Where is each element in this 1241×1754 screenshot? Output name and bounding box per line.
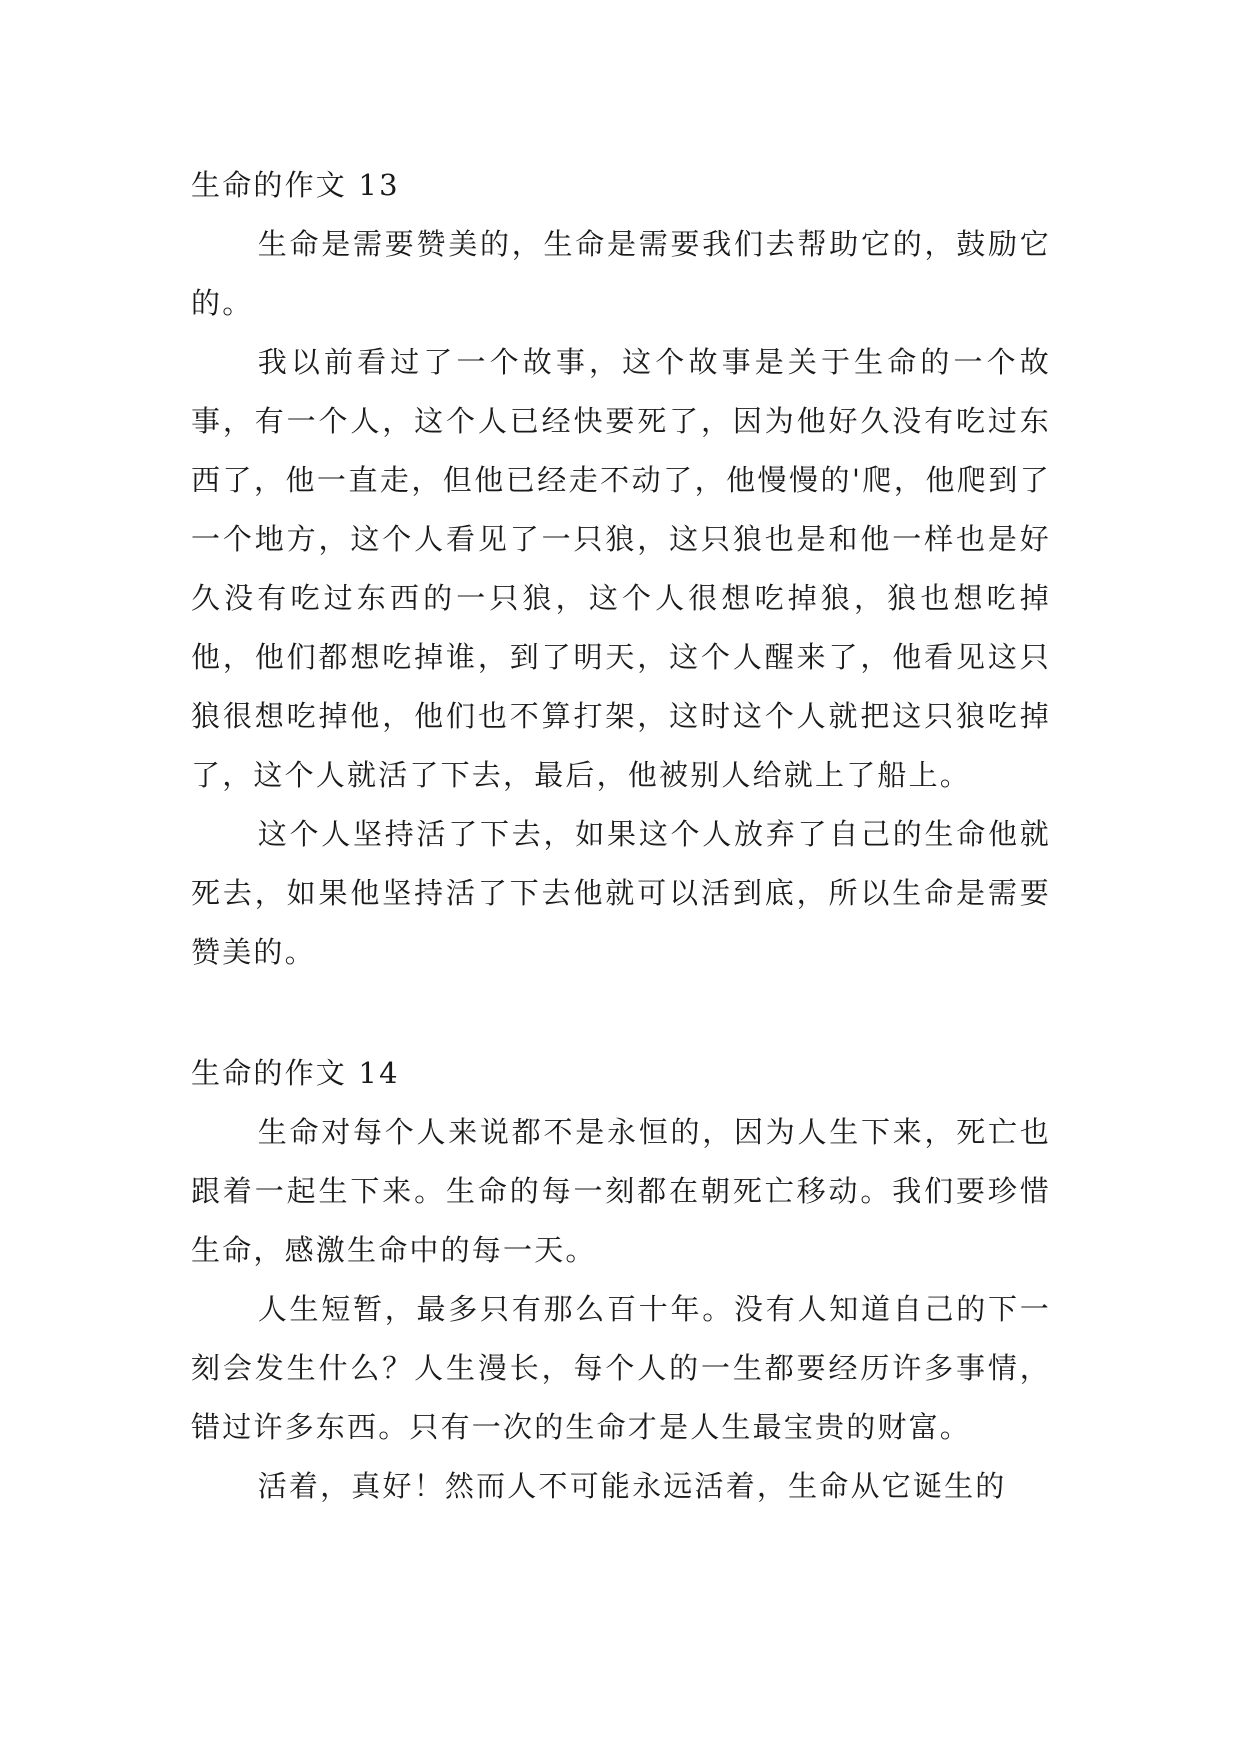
paragraph: 生命对每个人来说都不是永恒的，因为人生下来，死亡也跟着一起生下来。生命的每一刻都在朝死亡移动。我们要珍惜生命，感激生命中的每一天。 <box>191 1115 1051 1267</box>
essay-title: 生命的作文 14 <box>191 1056 400 1090</box>
document-body <box>191 156 1051 1516</box>
paragraph: 这个人坚持活了下去，如果这个人放弃了自己的生命他就死去，如果他坚持活了下去他就可以活到底，所以生命是需要赞美的。 <box>191 817 1051 969</box>
paragraph: 我以前看过了一个故事，这个故事是关于生命的一个故事，有一个人，这个人已经快要死了，因为他好久没有吃过东西了，他一直走，但他已经走不动了，他慢慢的'爬，他爬到了一个地方，这个人看见了一只狼，这只狼也是和他一样也是好久没有吃过东西的一只狼，这个人很想吃掉狼，狼也想吃掉他，他们都想吃掉谁，到了明天，这个人醒来了，他看见这只狼很想吃掉他，他们也不算打架，这时这个人就把这只狼吃掉了，这个人就活了下去，最后，他被别人给就上了船上。 <box>191 345 1051 792</box>
paragraph: 活着，真好！然而人不可能永远活着，生命从它诞生的 <box>257 1469 1007 1503</box>
essay-13 <box>191 156 1051 982</box>
paragraph: 生命是需要赞美的，生命是需要我们去帮助它的，鼓励它的。 <box>191 227 1051 320</box>
paragraph: 人生短暂，最多只有那么百十年。没有人知道自己的下一刻会发生什么？人生漫长，每个人的一生都要经历许多事情，错过许多东西。只有一次的生命才是人生最宝贵的财富。 <box>191 1292 1051 1444</box>
essay-14 <box>191 1044 1051 1516</box>
essay-title: 生命的作文 13 <box>191 168 400 202</box>
